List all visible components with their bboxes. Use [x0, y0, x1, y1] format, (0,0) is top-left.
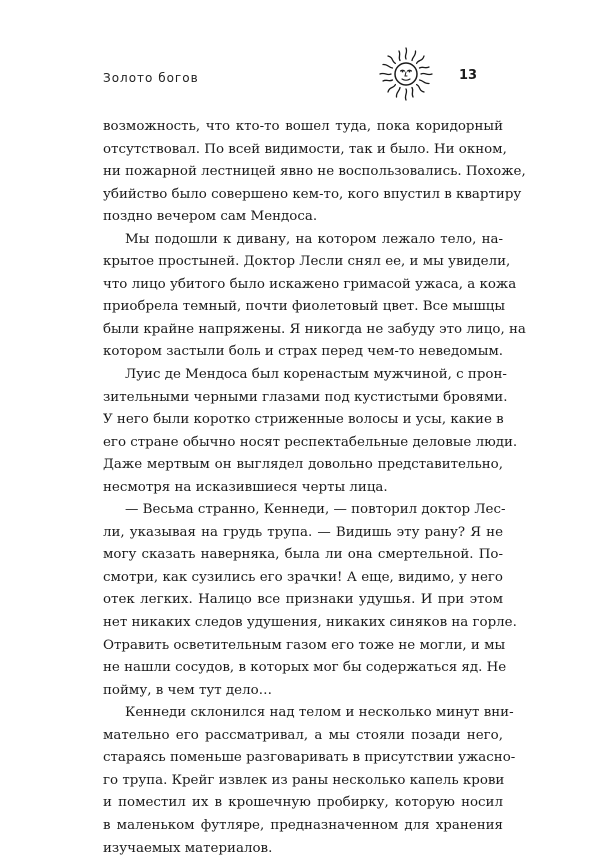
text-line: убийство было совершено кем-то, кого впустил в квартиру: [103, 184, 503, 207]
text-line: не нашли сосудов, в которых мог бы содержаться яд. Не: [103, 657, 503, 680]
text-line: его стране обычно носят респектабельные деловые люди.: [103, 432, 503, 455]
text-line: мательно его рассматривал, а мы стояли позади него,: [103, 725, 503, 748]
page-number: 13: [459, 68, 477, 83]
text-line: ни пожарной лестницей явно не воспользовались. Похоже,: [103, 161, 503, 184]
text-line: отсутствовал. По всей видимости, так и было. Ни окном,: [103, 139, 503, 162]
text-line: были крайне напряжены. Я никогда не забуду это лицо, на: [103, 319, 503, 342]
text-line: могу сказать наверняка, была ли она смертельной. По-: [103, 544, 503, 567]
text-line: изучаемых материалов.: [103, 838, 503, 860]
text-line: Луис де Мендоса был коренастым мужчиной, с прон-: [103, 364, 503, 387]
text-line: несмотря на исказившиеся черты лица.: [103, 477, 503, 500]
text-line: Кеннеди склонился над телом и несколько минут вни-: [103, 702, 503, 725]
text-line: поздно вечером сам Мендоса.: [103, 206, 503, 229]
body-text: [103, 116, 503, 860]
text-line: отек легких. Налицо все признаки удушья. И при этом: [103, 589, 503, 612]
text-line: крытое простыней. Доктор Лесли снял ее, и мы увидели,: [103, 251, 503, 274]
text-line: смотри, как сузились его зрачки! А еще, видимо, у него: [103, 567, 503, 590]
running-head: Золото богов: [103, 71, 199, 85]
text-line: — Весьма странно, Кеннеди, — повторил доктор Лес-: [103, 499, 503, 522]
text-line: возможность, что кто-то вошел туда, пока коридорный: [103, 116, 503, 139]
text-line: в маленьком футляре, предназначенном для хранения: [103, 815, 503, 838]
text-line: Отравить осветительным газом его тоже не могли, и мы: [103, 635, 503, 658]
text-line: что лицо убитого было искажено гримасой ужаса, а кожа: [103, 274, 503, 297]
text-line: Мы подошли к дивану, на котором лежало тело, на-: [103, 229, 503, 252]
text-line: стараясь поменьше разговаривать в присутствии ужасно-: [103, 747, 503, 770]
text-line: нет никаких следов удушения, никаких синяков на горле.: [103, 612, 503, 635]
text-line: котором застыли боль и страх перед чем-то неведомым.: [103, 341, 503, 364]
text-line: и поместил их в крошечную пробирку, которую носил: [103, 792, 503, 815]
text-line: зительными черными глазами под кустистыми бровями.: [103, 387, 503, 410]
text-line: го трупа. Крейг извлек из раны несколько капель крови: [103, 770, 503, 793]
sun-face-icon: [378, 46, 434, 102]
text-line: У него были коротко стриженные волосы и усы, какие в: [103, 409, 503, 432]
text-line: ли, указывая на грудь трупа. — Видишь эту рану? Я не: [103, 522, 503, 545]
text-line: приобрела темный, почти фиолетовый цвет. Все мышцы: [103, 296, 503, 319]
text-line: Даже мертвым он выглядел довольно представительно,: [103, 454, 503, 477]
text-line: пойму, в чем тут дело…: [103, 680, 503, 703]
